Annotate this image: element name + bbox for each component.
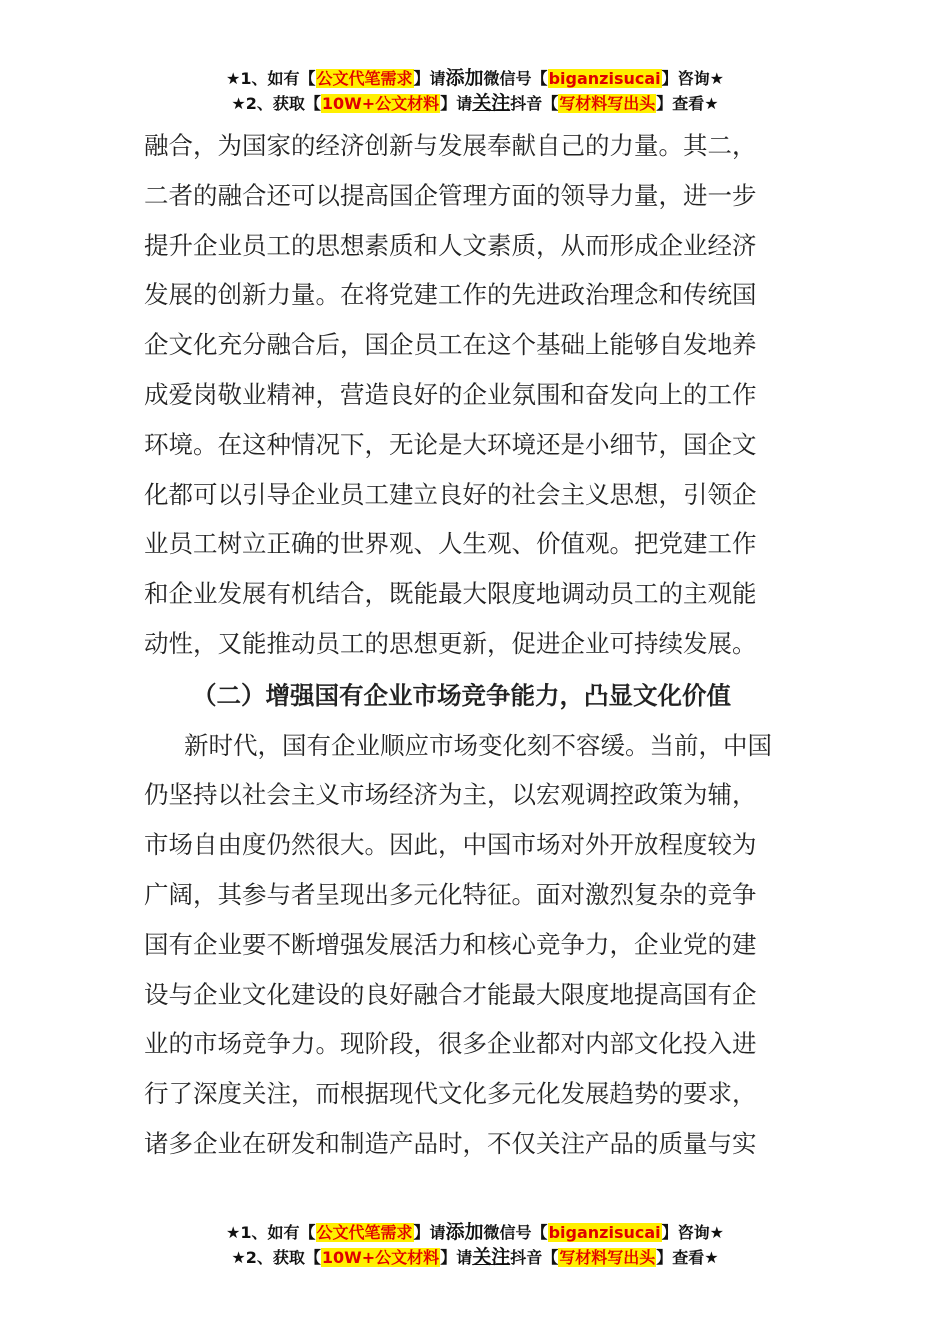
document-body <box>144 121 808 1169</box>
text-line: 设与企业文化建设的良好融合才能最大限度地提高国有企 <box>144 979 757 1009</box>
text-line: 新时代，国有企业顺应市场变化刻不容缓。当前，中国 <box>184 730 772 760</box>
text-line: 动性，又能推动员工的思想更新，促进企业可持续发展。 <box>144 628 757 658</box>
materials-highlight: 10W+公文材料 <box>321 94 440 113</box>
text-line: 行了深度关注，而根据现代文化多元化发展趋势的要求， <box>144 1079 757 1109</box>
notice-line-1: ★1、如有【公文代笔需求】请添加微信号【biganzisucai】咨询★ <box>226 1221 724 1243</box>
text-line: 企文化充分融合后，国企员工在这个基础上能够自发地养 <box>144 330 757 360</box>
footer-notice <box>0 1220 950 1270</box>
text-line: 国有企业要不断增强发展活力和核心竞争力，企业党的建 <box>144 929 757 959</box>
text-line: 化都可以引导企业员工建立良好的社会主义思想，引领企 <box>144 479 757 509</box>
service-highlight: 公文代笔需求 <box>316 69 413 88</box>
notice-line-1: ★1、如有【公文代笔需求】请添加微信号【biganzisucai】咨询★ <box>226 67 724 89</box>
text-line: 二者的融合还可以提高国企管理方面的领导力量，进一步 <box>144 180 757 210</box>
paragraph-2 <box>144 721 808 1169</box>
notice-line-2: ★2、获取【10W+公文材料】请关注抖音【写材料写出头】查看★ <box>231 1246 719 1268</box>
text-line: 和企业发展有机结合，既能最大限度地调动员工的主观能 <box>144 579 757 609</box>
section-heading: （二）增强国有企业市场竞争能力，凸显文化价值 <box>192 680 731 710</box>
service-highlight: 公文代笔需求 <box>316 1223 413 1242</box>
text-line: 发展的创新力量。在将党建工作的先进政治理念和传统国 <box>144 280 757 310</box>
text-line: 广阔，其参与者呈现出多元化特征。面对激烈复杂的竞争 <box>144 879 757 909</box>
text-line: 仍坚持以社会主义市场经济为主，以宏观调控政策为辅， <box>144 780 757 810</box>
douyin-highlight: 写材料写出头 <box>559 1248 656 1267</box>
text-line: 诸多企业在研发和制造产品时，不仅关注产品的质量与实 <box>144 1128 757 1158</box>
text-line: 融合，为国家的经济创新与发展奉献自己的力量。其二， <box>144 131 757 160</box>
text-line: 提升企业员工的思想素质和人文素质，从而形成企业经济 <box>144 230 757 260</box>
wechat-id-highlight: biganzisucai <box>548 1223 661 1242</box>
text-line: 成爱岗敬业精神，营造良好的企业氛围和奋发向上的工作 <box>144 379 757 409</box>
paragraph-1 <box>144 121 808 669</box>
douyin-highlight: 写材料写出头 <box>559 94 656 113</box>
text-line: 业的市场竞争力。现阶段，很多企业都对内部文化投入进 <box>144 1029 757 1059</box>
text-line: 市场自由度仍然很大。因此，中国市场对外开放程度较为 <box>144 830 757 860</box>
text-line: 业员工树立正确的世界观、人生观、价值观。把党建工作 <box>144 529 757 559</box>
notice-line-2: ★2、获取【10W+公文材料】请关注抖音【写材料写出头】查看★ <box>231 92 719 114</box>
materials-highlight: 10W+公文材料 <box>321 1248 440 1267</box>
wechat-id-highlight: biganzisucai <box>548 69 661 88</box>
header-notice <box>0 66 950 116</box>
text-line: 环境。在这种情况下，无论是大环境还是小细节，国企文 <box>144 429 757 459</box>
